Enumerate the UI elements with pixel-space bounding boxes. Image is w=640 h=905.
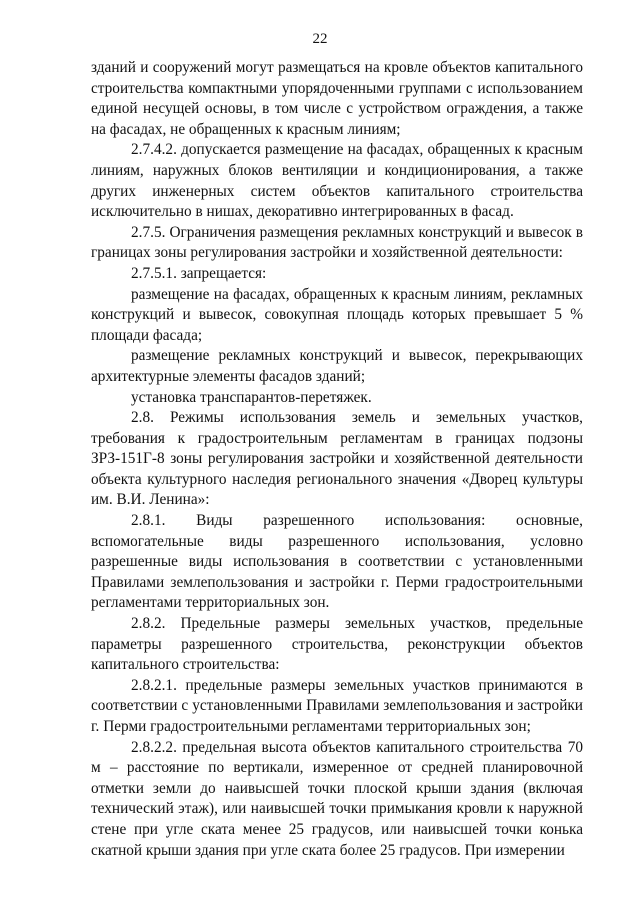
paragraph-continuation: зданий и сооружений могут размещаться на кровле объектов капитального строительства компактными упорядоченными группами с использованием единой несущей основы, в том числе с устройством ограждения, а также на фасадах, не обращенных к красным линиям;	[91, 59, 583, 138]
paragraph-facade-area-limit: размещение на фасадах, обращенных к красным линиям, рекламных конструкций и вывесок, совокупная площадь которых превышает 5 % площади фасада;	[91, 285, 583, 344]
paragraph-2-7-4-2: 2.7.4.2. допускается размещение на фасадах, обращенных к красным линиям, наружных блоков вентиляции и кондиционирования, а также других инженерных систем объектов капитального строительства исключительно в нишах, декоративно интегрированных в фасад.	[91, 141, 583, 221]
paragraph-2-8-2-2: 2.8.2.2. предельная высота объектов капитального строительства 70 м – расстояние по вертикали, измеренное от средней планировочной отметки земли до наивысшей точки плоской крыши здания (включая технический этаж), или наивысшей точки примыкания кровли к наружной стене при угле ската менее 25 градусов, или наивысшей точки конька скатной крыши здания при угле ската более 25 градусов. При измерении	[91, 738, 583, 859]
paragraph-architectural-elements: размещение рекламных конструкций и вывесок, перекрывающих архитектурные элементы фасадов зданий;	[91, 347, 583, 385]
paragraph-banners: установка транспарантов-перетяжек.	[131, 388, 372, 406]
paragraph-2-7-5-1: 2.7.5.1. запрещается:	[131, 264, 267, 282]
paragraph-2-8-2: 2.8.2. Предельные размеры земельных участков, предельные параметры разрешенного строительства, реконструкции объектов капитального строительства:	[91, 615, 583, 674]
document-body	[91, 58, 583, 861]
paragraph-2-8-1: 2.8.1. Виды разрешенного использования: основные, вспомогательные виды разрешенного использования, условно разрешенные виды использования в соответствии с установленными Правилами землепользования и застройки г. Перми градостроительными регламентами территориальных зон.	[91, 512, 583, 612]
page-number: 22	[312, 31, 328, 47]
paragraph-2-7-5: 2.7.5. Ограничения размещения рекламных конструкций и вывесок в границах зоны регулирования застройки и хозяйственной деятельности:	[91, 223, 583, 262]
paragraph-2-8-2-1: 2.8.2.1. предельные размеры земельных участков принимаются в соответствии с установленными Правилами землепользования и застройки г. Перми градостроительными регламентами территориальных зон;	[91, 676, 583, 735]
paragraph-2-8: 2.8. Режимы использования земель и земельных участков, требования к градостроительным регламентам в границах подзоны ЗРЗ-151Г-8 зоны регулирования застройки и хозяйственной деятельности объекта культурного наследия регионального значения «Дворец культуры им. В.И. Ленина»:	[91, 409, 583, 509]
